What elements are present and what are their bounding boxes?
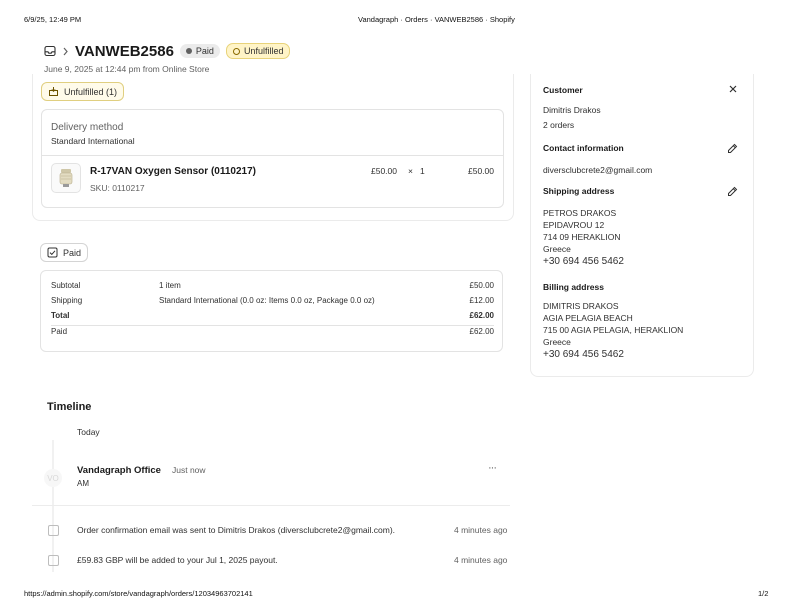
shipping-amount: £12.00 — [469, 296, 494, 305]
total-amount: £62.00 — [469, 311, 494, 320]
timeline-title: Timeline — [47, 401, 92, 413]
more-actions-icon[interactable]: ··· — [488, 462, 496, 474]
paid-row — [51, 327, 494, 341]
shipping-row — [51, 296, 494, 310]
contact-title: Contact information — [543, 143, 624, 153]
status-ring-icon — [233, 48, 240, 55]
billing-line: DIMITRIS DRAKOS — [543, 301, 619, 311]
order-date: June 9, 2025 at 12:44 pm from Online Store — [44, 64, 210, 74]
divider — [42, 155, 503, 156]
pencil-icon[interactable] — [727, 143, 738, 154]
timeline-event-marker — [48, 525, 59, 536]
billing-line: AGIA PELAGIA BEACH — [543, 313, 633, 323]
shipping-address-title: Shipping address — [543, 186, 615, 196]
timeline-today: Today — [77, 427, 100, 437]
shipping-detail: Standard International (0.0 oz: Items 0.0 oz, Package 0.0 oz) — [159, 296, 375, 305]
timeline-event-marker — [48, 555, 59, 566]
payment-status-badge — [180, 44, 220, 58]
paid-amount: £62.00 — [469, 327, 494, 336]
delivery-method-value: Standard International — [51, 136, 135, 146]
customer-title: Customer — [543, 85, 583, 95]
timeline-event-text: £59.83 GBP will be added to your Jul 1, 2025 payout. — [77, 555, 278, 565]
status-dot-icon — [186, 48, 192, 54]
comment-time: Just now — [172, 465, 206, 475]
line-total: £50.00 — [468, 166, 494, 176]
sensor-image-icon — [52, 164, 80, 192]
print-page-number: 1/2 — [758, 589, 769, 598]
total-row — [51, 311, 494, 325]
unfulfilled-button-label: Unfulfilled (1) — [64, 86, 118, 97]
timeline-event-time: 4 minutes ago — [454, 525, 508, 535]
paid-label: Paid — [51, 327, 68, 336]
product-sku: SKU: 0110217 — [90, 183, 145, 193]
order-number: VANWEB2586 — [75, 42, 174, 60]
shipping-phone[interactable]: +30 694 456 5462 — [543, 256, 624, 267]
shipping-line: EPIDAVROU 12 — [543, 220, 605, 230]
fulfillment-status-label: Unfulfilled — [243, 46, 284, 56]
print-url: https://admin.shopify.com/store/vandagraph/orders/12034963702141 — [24, 589, 253, 598]
shipping-label: Shipping — [51, 296, 83, 305]
paid-button[interactable] — [40, 243, 88, 262]
customer-name[interactable]: Dimitris Drakos — [543, 105, 601, 115]
delivery-method-label: Delivery method — [51, 122, 124, 133]
subtotal-amount: £50.00 — [469, 281, 494, 290]
fulfillment-card — [32, 74, 514, 221]
pencil-icon[interactable] — [727, 186, 738, 197]
subtotal-label: Subtotal — [51, 281, 81, 290]
print-title: Vandagraph · Orders · VANWEB2586 · Shopify — [358, 15, 515, 24]
shipping-line: Greece — [543, 244, 571, 254]
box-icon — [48, 86, 59, 97]
inbox-icon[interactable] — [44, 45, 56, 57]
divider — [32, 505, 510, 506]
total-label: Total — [51, 311, 70, 320]
comment-author: Vandagraph Office — [77, 465, 161, 476]
customer-email[interactable]: diversclubcrete2@gmail.com — [543, 165, 653, 175]
chevron-right-icon — [62, 47, 69, 56]
times-sign: × — [408, 166, 413, 176]
checkbox-icon — [47, 247, 58, 258]
billing-address-title: Billing address — [543, 282, 604, 292]
unit-price: £50.00 — [371, 166, 397, 176]
timeline-event-text: Order confirmation email was sent to Dimitris Drakos (diversclubcrete2@gmail.com). — [77, 525, 396, 535]
divider — [51, 325, 494, 326]
paid-button-label: Paid — [63, 247, 82, 258]
payment-status-label: Paid — [195, 46, 214, 56]
subtotal-detail: 1 item — [159, 281, 181, 290]
shipping-address-block — [543, 207, 624, 268]
product-name[interactable]: R-17VAN Oxygen Sensor (0110217) — [90, 166, 257, 177]
billing-line: Greece — [543, 337, 571, 347]
fulfillment-details — [41, 109, 504, 208]
timeline-vertical-line — [52, 440, 54, 572]
payment-card — [32, 234, 512, 358]
customer-orders[interactable]: 2 orders — [543, 120, 575, 130]
order-header — [44, 42, 290, 60]
billing-phone[interactable]: +30 694 456 5462 — [543, 349, 624, 360]
avatar: VO — [44, 469, 62, 487]
billing-line: 715 00 AGIA PELAGIA, HERAKLION — [543, 325, 684, 335]
timeline-event-time: 4 minutes ago — [454, 555, 508, 565]
customer-card — [530, 74, 754, 377]
payment-summary — [40, 270, 503, 352]
close-icon[interactable] — [729, 85, 737, 93]
quantity: 1 — [420, 166, 425, 176]
billing-address-block — [543, 300, 683, 361]
shipping-line: 714 09 HERAKLION — [543, 232, 621, 242]
product-thumbnail[interactable] — [51, 163, 81, 193]
comment-text: AM — [77, 479, 89, 488]
unfulfilled-button[interactable] — [41, 82, 124, 101]
print-date: 6/9/25, 12:49 PM — [24, 15, 82, 24]
fulfillment-status-badge — [226, 43, 291, 59]
shipping-line: PETROS DRAKOS — [543, 208, 617, 218]
subtotal-row — [51, 281, 494, 295]
